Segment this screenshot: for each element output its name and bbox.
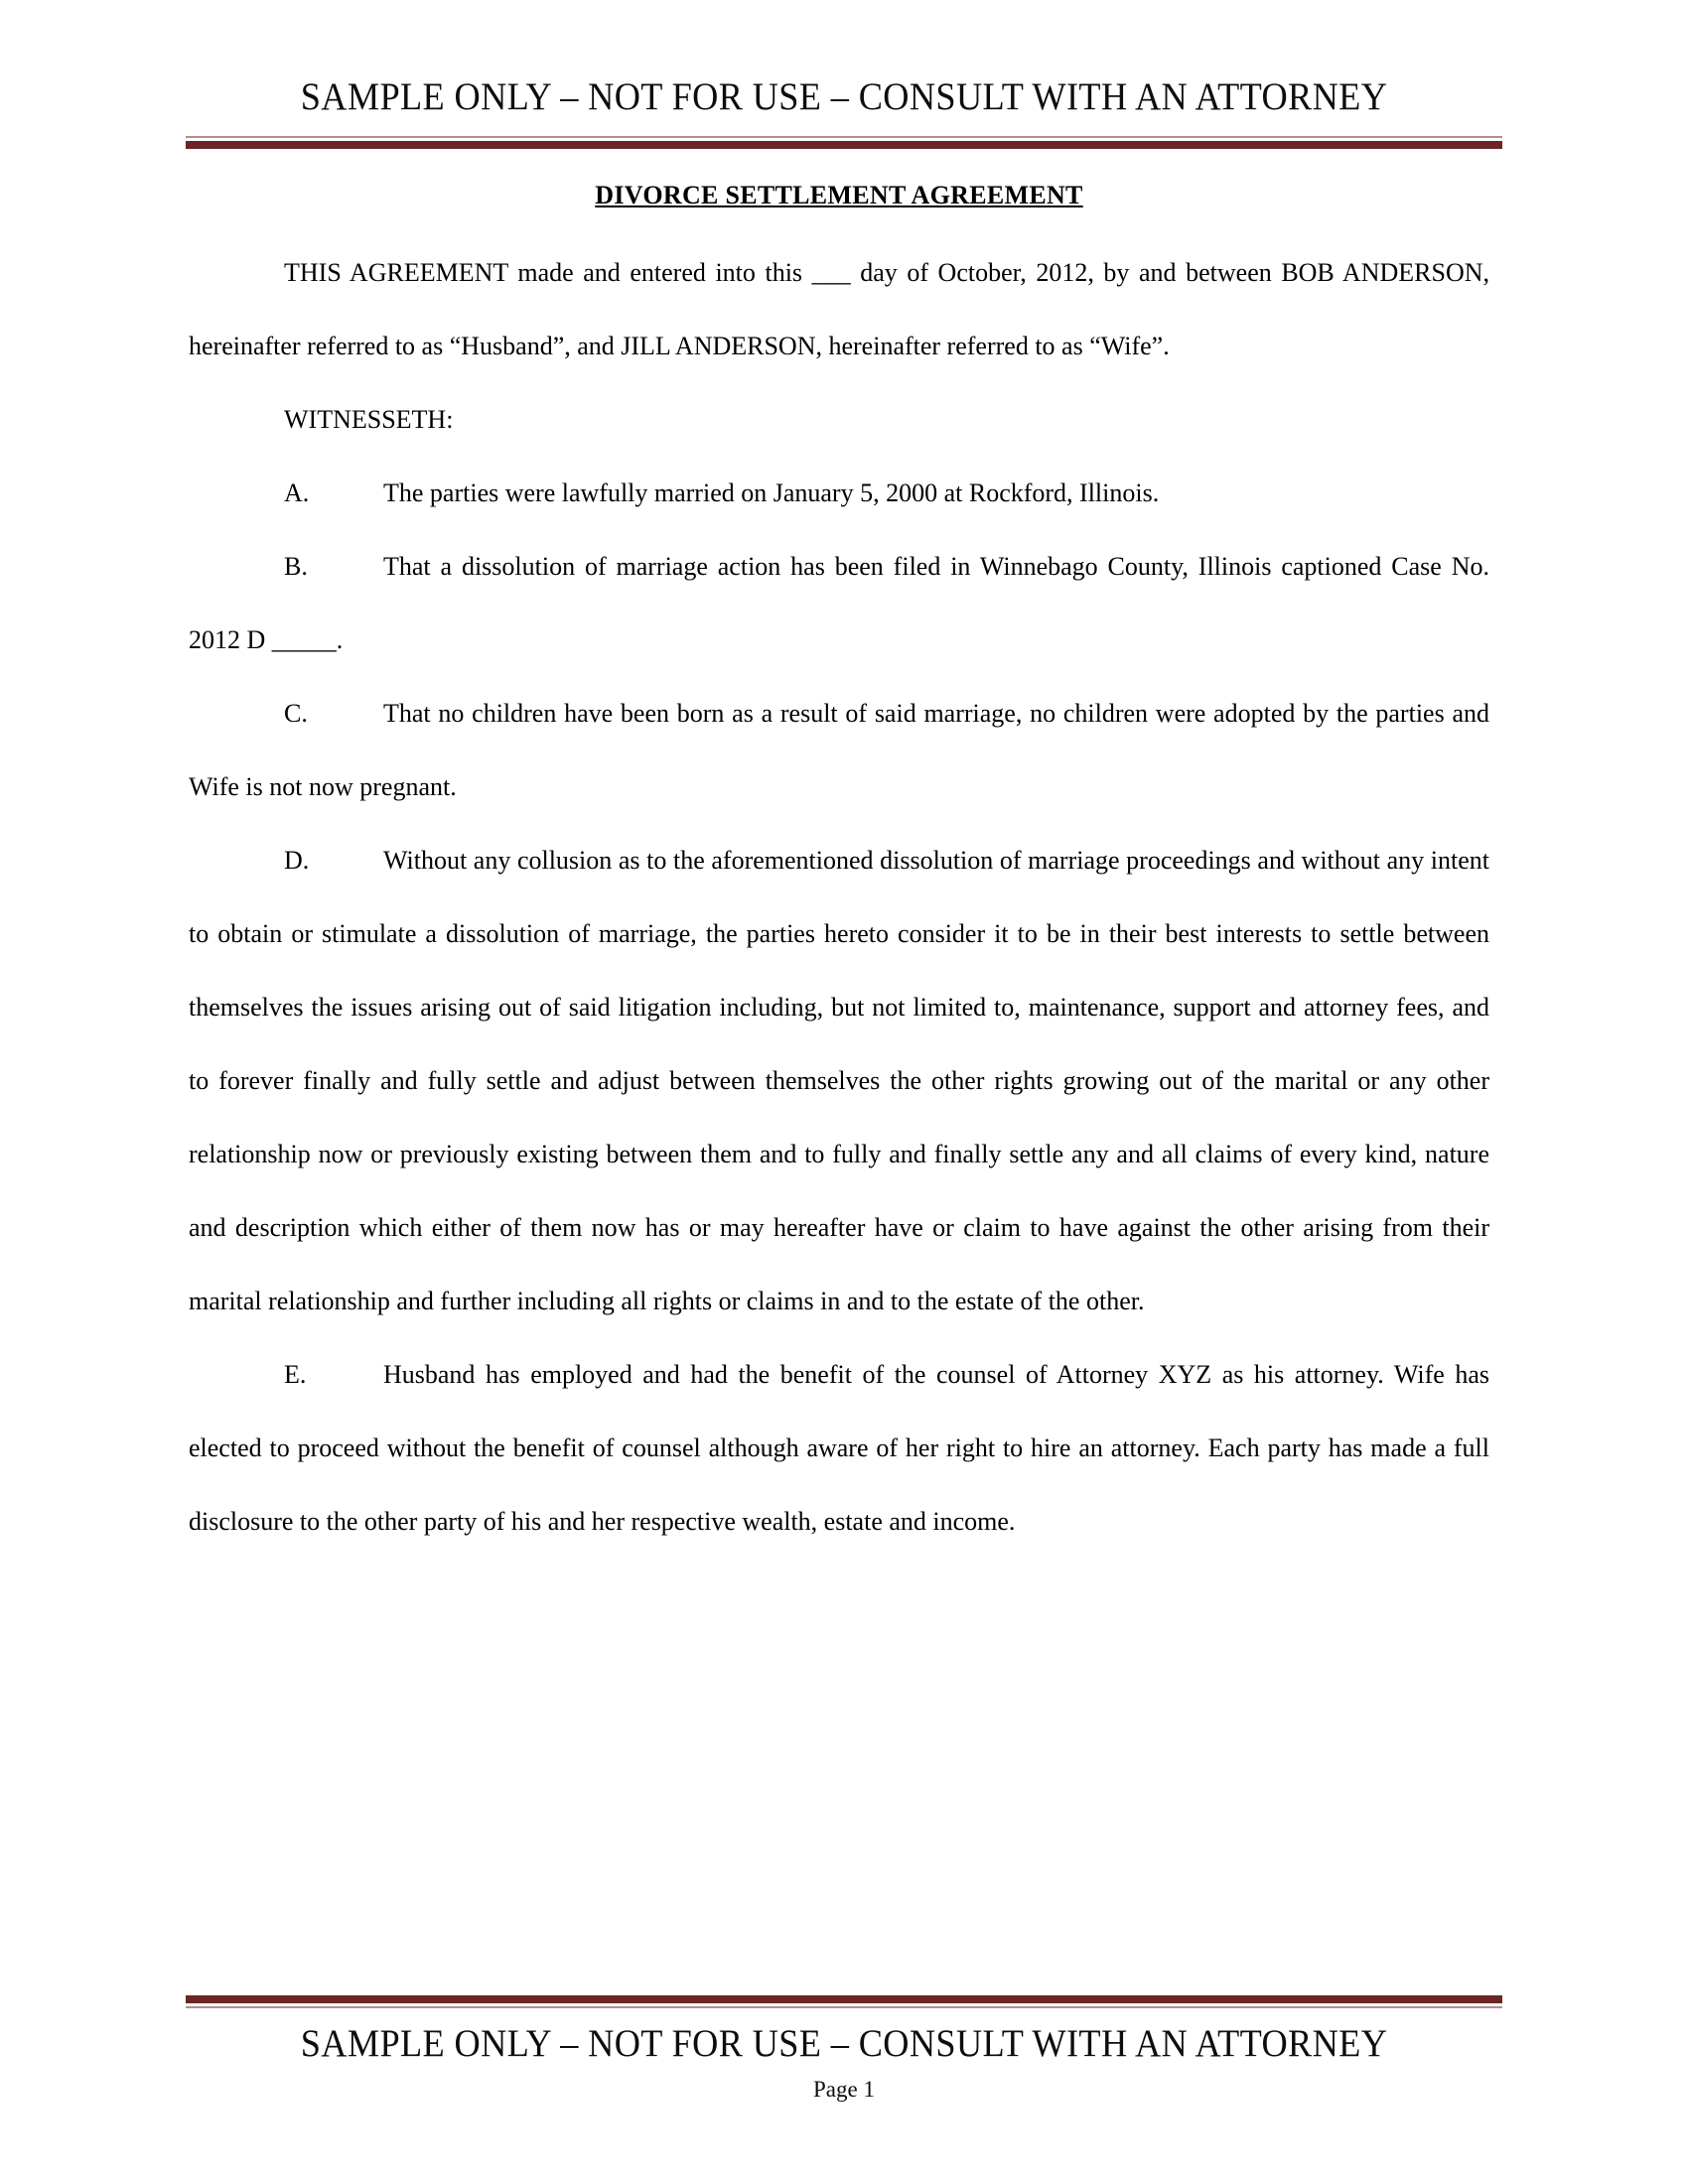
list-item-marker: C. xyxy=(284,699,308,728)
list-item xyxy=(189,1338,1489,1559)
list-item xyxy=(189,824,1489,1338)
list-item-marker: D. xyxy=(284,846,310,875)
page-number: Page 1 xyxy=(813,2077,875,2102)
list-item-text: That a dissolution of marriage action has been filed in Winnebago County, Illinois captioned Case No. 2012 D _____. xyxy=(189,552,1489,654)
page-title: DIVORCE SETTLEMENT AGREEMENT xyxy=(595,181,1083,209)
list-item-marker: B. xyxy=(284,552,308,581)
list-item-text: The parties were lawfully married on January 5, 2000 at Rockford, Illinois. xyxy=(383,478,1160,507)
list-item xyxy=(189,457,1489,530)
list-item-text: Without any collusion as to the aforementioned dissolution of marriage proceedings and without any intent to obtain or stimulate a dissolution of marriage, the parties hereto consider it to be in their best interests to settle between themselves the issues arising out of said litigation including, but not limited to, maintenance, support and attorney fees, and to forever finally and fully settle and adjust between themselves the other rights growing out of the marital or any other relationship now or previously existing between them and to fully and finally settle any and all claims of every kind, nature and description which either of them now has or may hereafter have or claim to have against the other arising from their marital relationship and further including all rights or claims in and to the estate of the other. xyxy=(189,846,1489,1315)
list-item-marker: A. xyxy=(284,478,310,507)
list-item xyxy=(189,530,1489,677)
list-item xyxy=(189,677,1489,824)
page-header xyxy=(0,0,1688,149)
header-rule xyxy=(186,136,1502,149)
footer-rule-thin xyxy=(186,2006,1502,2008)
page-footer xyxy=(0,1995,1688,2184)
header-rule-thick xyxy=(186,141,1502,149)
footer-rule-thick xyxy=(186,1995,1502,2003)
document-body xyxy=(189,181,1489,1559)
witnesseth-label: WITNESSETH: xyxy=(284,405,454,434)
header-banner-text: SAMPLE ONLY – NOT FOR USE – CONSULT WITH AN ATTORNEY xyxy=(300,75,1388,118)
footer-banner-text: SAMPLE ONLY – NOT FOR USE – CONSULT WITH AN ATTORNEY xyxy=(300,2022,1388,2066)
footer-rule xyxy=(186,1995,1502,2008)
list-item-text: Husband has employed and had the benefit of the counsel of Attorney XYZ as his attorney. Wife has elected to proceed without the benefit of counsel although aware of her right to hire an attorney. Each party has made a full disclosure to the other party of his and her respective wealth, estate and income. xyxy=(189,1360,1489,1536)
list-item-text: That no children have been born as a result of said marriage, no children were adopted by the parties and Wife is not now pregnant. xyxy=(189,699,1489,801)
list-item-marker: E. xyxy=(284,1360,307,1389)
intro-paragraph: THIS AGREEMENT made and entered into this ___ day of October, 2012, by and between BOB ANDERSON, hereinafter referred to as “Husband”, and JILL ANDERSON, hereinafter referred to as “Wife”. xyxy=(189,258,1489,360)
header-rule-thin xyxy=(186,136,1502,138)
